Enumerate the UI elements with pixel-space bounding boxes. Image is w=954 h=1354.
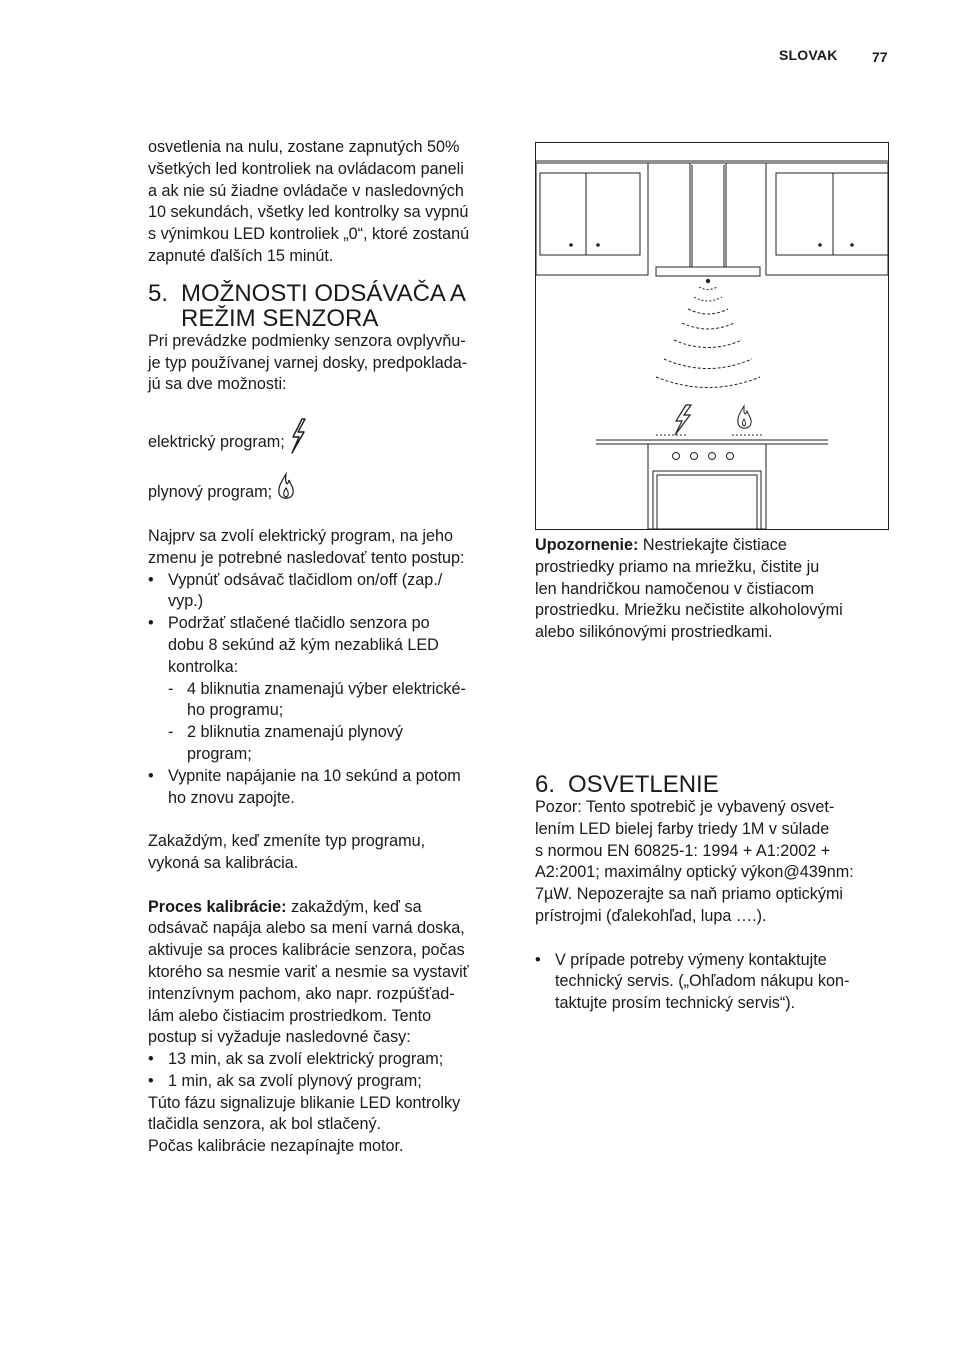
procedure-substep-1 xyxy=(148,679,508,723)
gas-program-label: plynový program; xyxy=(148,483,273,502)
hood-illustration xyxy=(535,142,889,530)
page-number: 77 xyxy=(872,49,888,65)
section-6-heading xyxy=(535,772,895,797)
service-text: technický servis. („Ohľadom nákupu kon- xyxy=(555,972,850,991)
section-6-body: prístrojmi (ďalekohľad, lupa ….). xyxy=(535,906,767,925)
service-text: taktujte prosím technický servis“). xyxy=(555,994,796,1013)
calibration-process xyxy=(148,897,508,919)
intro-line: osvetlenia na nulu, zostane zapnutých 50% xyxy=(148,138,460,156)
section-5-heading xyxy=(148,281,508,331)
step-text: • Vypnúť odsávač tlačidlom on/off (zap./ xyxy=(168,570,443,589)
intro-line: s výnimkou LED kontroliek „0“, ktoré zostanú xyxy=(148,225,470,244)
gas-program-line xyxy=(148,472,508,504)
intro-line: 10 sekundách, všetky led kontrolky sa vypnú xyxy=(148,203,469,222)
step-text: • Podržať stlačené tlačidlo senzora po xyxy=(168,614,430,633)
header-language: SLOVAK xyxy=(779,47,838,63)
service-bullet xyxy=(535,950,895,1015)
calibration-text: aktivuje sa proces kalibrácie senzora, počas xyxy=(148,941,465,960)
section-6-body: lením LED bielej farby triedy 1M v súlade xyxy=(535,819,830,838)
step-text: dobu 8 sekúnd až kým nezabliká LED xyxy=(168,635,439,654)
calibration-note: Zakaždým, keď zmeníte typ programu, xyxy=(148,832,426,851)
calibration-text: lám alebo čistiacim prostriedkom. Tento xyxy=(148,1006,432,1025)
substep-text: ho programu; xyxy=(187,701,284,720)
calibration-text: ktorého sa nesmie variť a nesmie sa vystaviť xyxy=(148,962,469,981)
section-6-number: 6. xyxy=(535,770,556,798)
warning-text: alebo silikónovými prostriedkami. xyxy=(535,623,773,642)
calibration-text: postup si vyžaduje nasledovné časy: xyxy=(148,1028,411,1047)
section-6-body: A2:2001; maximálny optický výkon@439nm: xyxy=(535,863,854,882)
section-5-title-line2: REŽIM SENZORA xyxy=(181,304,379,332)
procedure-step-2 xyxy=(148,613,508,678)
kitchen-hood-diagram xyxy=(536,143,888,529)
electric-program-label: elektrický program; xyxy=(148,433,285,452)
section-6-title: OSVETLENIE xyxy=(568,770,719,798)
service-text: • V prípade potreby výmeny kontaktujte xyxy=(555,950,827,969)
warning-text: prostriedky priamo na mriežku, čistite ju xyxy=(535,557,820,576)
procedure-intro: zmenu je potrebné nasledovať tento postup: xyxy=(148,548,465,567)
step-text: kontrolka: xyxy=(168,657,239,676)
procedure-step-1 xyxy=(148,570,508,614)
procedure-substep-2 xyxy=(148,722,508,766)
lightning-bolt-icon xyxy=(289,418,307,454)
substep-text: - 4 bliknutia znamenajú výber elektrické- xyxy=(187,679,466,698)
section-6-body: Pozor: Tento spotrebič je vybavený osvet- xyxy=(535,797,835,816)
right-column xyxy=(535,535,895,1015)
intro-line: všetkých led kontroliek na ovládacom paneli xyxy=(148,159,464,178)
warning-text: Nestriekajte čistiace xyxy=(638,536,787,554)
warning-label: Upozornenie: xyxy=(535,536,639,554)
calibration-text: intenzívnym pachom, ako napr. rozpúšťad- xyxy=(148,984,455,1003)
step-text: • Vypnite napájanie na 10 sekúnd a potom xyxy=(168,766,461,785)
calibration-time-electric: • 13 min, ak sa zvolí elektrický program; xyxy=(148,1049,508,1071)
warning-text: len handričkou namočenou v čistiacom xyxy=(535,579,814,598)
calibration-time-gas: • 1 min, ak sa zvolí plynový program; xyxy=(148,1071,508,1093)
substep-text: program; xyxy=(187,744,252,763)
left-column xyxy=(148,137,508,1158)
closing-text: Počas kalibrácie nezapínajte motor. xyxy=(148,1137,404,1156)
section-6-body: s normou EN 60825-1: 1994 + A1:2002 + xyxy=(535,841,831,860)
substep-text: - 2 bliknutia znamenajú plynový xyxy=(187,723,403,742)
calibration-text: odsávač napája alebo sa mení varná doska, xyxy=(148,919,465,938)
step-text: vyp.) xyxy=(168,592,204,611)
calibration-note: vykoná sa kalibrácia. xyxy=(148,853,299,872)
electric-program-line xyxy=(148,418,508,454)
section-5-body: jú sa dve možnosti: xyxy=(148,375,287,394)
warning-text: prostriedku. Mriežku nečistite alkoholovými xyxy=(535,601,843,620)
section-6-body: 7µW. Nepozerajte sa naň priamo optickými xyxy=(535,885,844,904)
section-5-title-line1: MOŽNOSTI ODSÁVAČA A xyxy=(181,279,466,307)
section-5-number: 5. xyxy=(148,279,169,307)
intro-line: zapnuté ďalších 15 minút. xyxy=(148,246,334,265)
procedure-step-3 xyxy=(148,766,508,810)
warning-paragraph xyxy=(535,535,895,557)
closing-text: Túto fázu signalizuje blikanie LED kontrolky xyxy=(148,1093,461,1112)
section-5-body: je typ používanej varnej dosky, predpoklada- xyxy=(148,353,468,372)
step-text: ho znovu zapojte. xyxy=(168,788,295,807)
closing-text: tlačidla senzora, ak bol stlačený. xyxy=(148,1115,382,1134)
intro-line: a ak nie sú žiadne ovládače v nasledovných xyxy=(148,181,464,200)
calibration-process-label: Proces kalibrácie: xyxy=(148,897,287,916)
gas-flame-icon xyxy=(276,472,296,504)
section-5-body: Pri prevádzke podmienky senzora ovplyvňu- xyxy=(148,331,466,350)
procedure-intro: Najprv sa zvolí elektrický program, na jeho xyxy=(148,526,453,545)
calibration-text: zakaždým, keď sa xyxy=(286,897,422,916)
